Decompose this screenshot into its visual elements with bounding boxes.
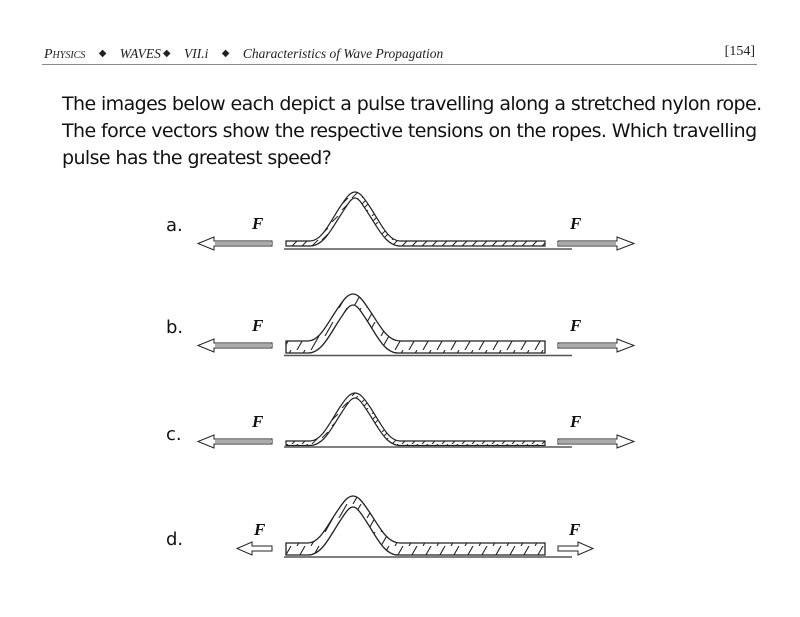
force-arrow-left-icon	[198, 435, 272, 448]
force-arrow-right-icon	[558, 339, 634, 352]
page-number: [154]	[724, 44, 755, 59]
force-label-left: F	[252, 214, 264, 233]
bullet-icon: ◆	[162, 48, 171, 59]
force-label-right: F	[570, 214, 582, 233]
bullet-icon: ◆	[221, 48, 230, 59]
option-a[interactable]	[166, 192, 634, 250]
force-arrow-left-icon-short	[237, 542, 272, 555]
force-label-right: F	[570, 412, 582, 431]
option-label: a.	[166, 215, 183, 236]
rope-thick	[286, 294, 545, 353]
option-label: d.	[166, 529, 184, 550]
force-arrow-left-icon	[198, 237, 272, 250]
option-label: c.	[166, 424, 182, 445]
bullet-icon: ◆	[98, 48, 107, 59]
force-label-right: F	[570, 316, 582, 335]
breadcrumb-subject: Physics	[44, 47, 86, 62]
force-arrow-right-icon	[558, 435, 634, 448]
force-label-left: F	[252, 316, 264, 335]
option-c[interactable]	[166, 393, 634, 448]
force-arrow-right-icon-short	[558, 542, 593, 555]
force-label-left: F	[254, 520, 266, 539]
option-b[interactable]	[166, 294, 634, 356]
rope-thick	[286, 496, 545, 555]
rope-thin	[286, 192, 545, 246]
force-label-left: F	[252, 412, 264, 431]
breadcrumb-topic: Characteristics of Wave Propagation	[242, 46, 444, 61]
option-d[interactable]	[166, 496, 593, 557]
force-arrow-right-icon	[558, 237, 634, 250]
rope-thin	[286, 393, 545, 446]
breadcrumb-unit: WAVES	[119, 46, 161, 61]
breadcrumb-section: VII.i	[184, 46, 209, 61]
option-label: b.	[166, 317, 184, 338]
question-text: The images below each depict a pulse travelling along a stretched nylon rope. The force vectors show the respective tensions on the ropes. Which travelling pulse has the greatest speed?	[62, 93, 762, 169]
force-arrow-left-icon	[198, 339, 272, 352]
force-label-right: F	[569, 520, 581, 539]
